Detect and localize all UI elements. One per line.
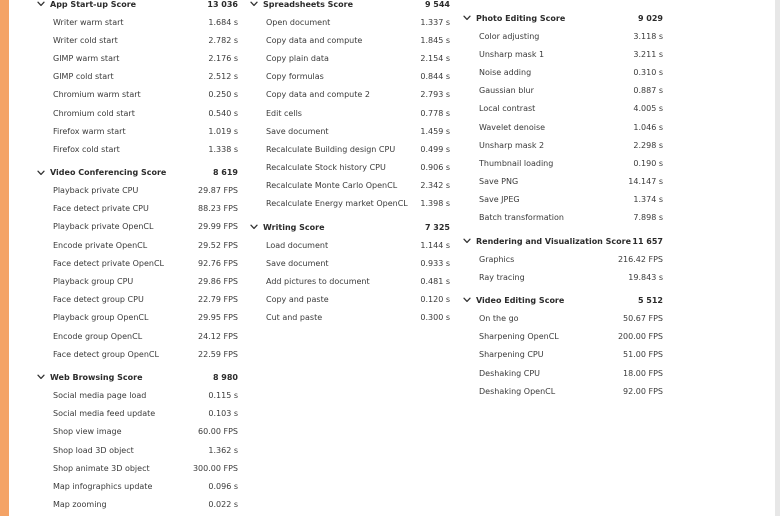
results-column-2 xyxy=(250,0,450,332)
result-row xyxy=(37,386,238,404)
result-value: 2.782 s xyxy=(208,35,238,45)
score-group-writing-score xyxy=(250,218,450,327)
result-label: Save document xyxy=(266,126,329,136)
result-row xyxy=(37,345,238,363)
result-label: Playback private CPU xyxy=(53,186,139,196)
result-label: Ray tracing xyxy=(479,272,525,282)
result-value: 0.120 s xyxy=(420,295,450,305)
result-row xyxy=(250,68,450,86)
result-row xyxy=(37,236,238,254)
result-row xyxy=(37,309,238,327)
result-row xyxy=(37,122,238,140)
result-label: Firefox warm start xyxy=(53,126,126,136)
result-label: Unsharp mask 2 xyxy=(479,140,545,150)
result-row xyxy=(463,82,663,100)
result-value: 60.00 FPS xyxy=(198,427,238,437)
result-value: 3.118 s xyxy=(633,31,663,41)
result-label: Map infographics update xyxy=(53,481,153,491)
result-value: 0.310 s xyxy=(633,67,663,77)
score-group-spreadsheets-score xyxy=(250,0,450,213)
score-group-rendering-and-visualization-score xyxy=(463,232,663,286)
group-header-toggle[interactable] xyxy=(250,0,450,13)
result-value: 19.843 s xyxy=(628,272,663,282)
result-value: 2.298 s xyxy=(633,140,663,150)
group-header-toggle[interactable] xyxy=(463,9,663,27)
result-label: Face detect group OpenCL xyxy=(53,349,159,359)
result-row xyxy=(250,159,450,177)
result-label: Playback group CPU xyxy=(53,277,134,287)
group-header-toggle[interactable] xyxy=(463,291,663,309)
result-row xyxy=(250,140,450,158)
result-value: 22.59 FPS xyxy=(198,349,238,359)
result-value: 0.933 s xyxy=(420,258,450,268)
score-group-app-start-up-score xyxy=(37,0,238,159)
result-label: Chromium warm start xyxy=(53,90,141,100)
result-row xyxy=(37,31,238,49)
result-label: Writer cold start xyxy=(53,35,118,45)
group-score: 9 029 xyxy=(637,13,663,23)
chevron-down-icon[interactable] xyxy=(463,297,476,303)
result-row xyxy=(463,27,663,45)
group-title: Web Browsing Score xyxy=(50,372,143,382)
result-label: Save JPEG xyxy=(479,195,520,205)
result-value: 1.019 s xyxy=(208,126,238,136)
result-value: 18.00 FPS xyxy=(623,368,663,378)
result-row xyxy=(463,154,663,172)
result-label: Gaussian blur xyxy=(479,86,534,96)
result-label: Copy formulas xyxy=(266,72,324,82)
result-row xyxy=(37,459,238,477)
result-value: 22.79 FPS xyxy=(198,295,238,305)
result-value: 0.778 s xyxy=(420,108,450,118)
chevron-down-icon[interactable] xyxy=(37,170,50,176)
result-row xyxy=(250,49,450,67)
result-value: 1.144 s xyxy=(420,240,450,250)
result-row xyxy=(37,182,238,200)
accent-bar xyxy=(0,0,9,516)
result-label: Save document xyxy=(266,258,329,268)
result-value: 1.374 s xyxy=(633,195,663,205)
result-label: Encode group OpenCL xyxy=(53,331,143,341)
result-label: Add pictures to document xyxy=(266,277,370,287)
result-row xyxy=(250,254,450,272)
group-header-left xyxy=(37,168,166,177)
result-label: Graphics xyxy=(479,254,515,264)
result-label: Cut and paste xyxy=(266,313,323,323)
group-score: 8 619 xyxy=(212,168,238,177)
score-group-web-browsing-score xyxy=(37,368,238,513)
group-header-left xyxy=(37,0,136,9)
result-label: Copy data and compute 2 xyxy=(266,90,370,100)
result-row xyxy=(463,100,663,118)
result-value: 29.86 FPS xyxy=(198,277,238,287)
result-label: Recalculate Building design CPU xyxy=(266,144,396,154)
result-row xyxy=(250,122,450,140)
result-row xyxy=(37,104,238,122)
result-label: Unsharp mask 1 xyxy=(479,49,545,59)
result-value: 0.190 s xyxy=(633,158,663,168)
chevron-down-icon[interactable] xyxy=(37,374,50,380)
result-value: 1.684 s xyxy=(208,17,238,27)
result-value: 216.42 FPS xyxy=(617,254,663,264)
result-row xyxy=(463,364,663,382)
group-title: App Start-up Score xyxy=(50,0,137,9)
group-title: Photo Editing Score xyxy=(476,13,566,23)
result-value: 1.459 s xyxy=(420,126,450,136)
result-row xyxy=(250,104,450,122)
result-value: 0.115 s xyxy=(208,390,238,400)
chevron-down-icon[interactable] xyxy=(463,238,476,244)
result-label: Recalculate Energy market OpenCL xyxy=(266,199,408,209)
result-row xyxy=(37,291,238,309)
scrollbar[interactable] xyxy=(775,0,780,516)
chevron-down-icon[interactable] xyxy=(250,1,263,7)
result-value: 1.046 s xyxy=(633,122,663,132)
result-row xyxy=(463,173,663,191)
group-score: 8 980 xyxy=(212,372,238,382)
result-row xyxy=(250,195,450,213)
result-row xyxy=(250,309,450,327)
result-row xyxy=(37,327,238,345)
group-title: Video Editing Score xyxy=(476,295,565,305)
group-header-toggle[interactable] xyxy=(37,0,238,13)
result-row xyxy=(250,13,450,31)
result-label: On the go xyxy=(479,314,519,324)
result-row xyxy=(37,405,238,423)
result-value: 0.300 s xyxy=(420,313,450,323)
result-value: 1.337 s xyxy=(420,17,450,27)
result-value: 1.845 s xyxy=(420,35,450,45)
result-label: Local contrast xyxy=(479,104,536,114)
group-title: Rendering and Visualization Score xyxy=(476,236,632,246)
result-label: Recalculate Monte Carlo OpenCL xyxy=(266,181,398,191)
result-row xyxy=(37,254,238,272)
group-score: 13 036 xyxy=(207,0,238,9)
group-header-toggle[interactable] xyxy=(37,368,238,386)
result-row xyxy=(463,191,663,209)
group-header-left xyxy=(463,14,565,23)
result-row xyxy=(37,272,238,290)
result-value: 2.342 s xyxy=(420,181,450,191)
result-label: Face detect group CPU xyxy=(53,295,144,305)
score-group-video-editing-score xyxy=(463,291,663,400)
result-label: Social media page load xyxy=(53,390,147,400)
group-score: 9 544 xyxy=(424,0,450,9)
chevron-down-icon[interactable] xyxy=(250,224,263,230)
group-header-left xyxy=(463,237,631,246)
result-row xyxy=(463,250,663,268)
group-score: 5 512 xyxy=(637,295,663,305)
result-row xyxy=(250,86,450,104)
chevron-down-icon[interactable] xyxy=(37,1,50,7)
result-value: 29.52 FPS xyxy=(198,240,238,250)
result-label: Playback group OpenCL xyxy=(53,313,149,323)
result-row xyxy=(37,86,238,104)
result-value: 2.793 s xyxy=(420,90,450,100)
result-label: Recalculate Stock history CPU xyxy=(266,163,386,173)
result-value: 2.176 s xyxy=(208,53,238,63)
result-label: Map zooming xyxy=(53,500,107,510)
result-label: Playback private OpenCL xyxy=(53,222,154,232)
result-value: 0.499 s xyxy=(420,144,450,154)
result-value: 0.096 s xyxy=(208,481,238,491)
result-value: 1.362 s xyxy=(208,445,238,455)
result-value: 29.87 FPS xyxy=(198,186,238,196)
group-header-left xyxy=(250,223,325,232)
result-label: Social media feed update xyxy=(53,409,156,419)
result-value: 88.23 FPS xyxy=(198,204,238,214)
result-value: 0.250 s xyxy=(208,90,238,100)
result-row xyxy=(250,236,450,254)
result-value: 2.154 s xyxy=(420,53,450,63)
group-title: Writing Score xyxy=(263,222,325,232)
result-value: 0.103 s xyxy=(208,409,238,419)
result-label: Thumbnail loading xyxy=(479,158,554,168)
result-label: Shop view image xyxy=(53,427,122,437)
results-column-3 xyxy=(463,9,663,405)
result-row xyxy=(250,177,450,195)
result-row xyxy=(37,477,238,495)
result-row xyxy=(250,272,450,290)
result-label: Deshaking OpenCL xyxy=(479,386,556,396)
result-label: Noise adding xyxy=(479,67,532,77)
result-label: Shop load 3D object xyxy=(53,445,134,455)
result-label: Copy plain data xyxy=(266,53,329,63)
group-header-left xyxy=(250,0,353,9)
result-value: 0.887 s xyxy=(633,86,663,96)
result-label: GIMP warm start xyxy=(53,53,120,63)
result-row xyxy=(37,496,238,514)
score-group-video-conferencing-score xyxy=(37,164,238,364)
result-value: 14.147 s xyxy=(628,177,663,187)
result-value: 29.95 FPS xyxy=(198,313,238,323)
group-score: 11 657 xyxy=(632,236,663,246)
result-row xyxy=(37,68,238,86)
result-value: 0.906 s xyxy=(420,163,450,173)
result-label: Load document xyxy=(266,240,329,250)
result-label: Firefox cold start xyxy=(53,144,120,154)
result-row xyxy=(37,423,238,441)
result-row xyxy=(37,49,238,67)
result-value: 0.540 s xyxy=(208,108,238,118)
group-title: Spreadsheets Score xyxy=(263,0,354,9)
result-label: Copy data and compute xyxy=(266,35,363,45)
group-header-left xyxy=(37,373,143,382)
result-label: Writer warm start xyxy=(53,17,124,27)
result-value: 200.00 FPS xyxy=(617,332,663,342)
result-label: Color adjusting xyxy=(479,31,540,41)
result-row xyxy=(37,140,238,158)
result-label: GIMP cold start xyxy=(53,72,114,82)
group-header-toggle[interactable] xyxy=(37,164,238,182)
result-row xyxy=(37,200,238,218)
group-title: Video Conferencing Score xyxy=(50,168,167,177)
result-value: 3.211 s xyxy=(633,49,663,59)
result-value: 0.481 s xyxy=(420,277,450,287)
result-row xyxy=(37,13,238,31)
result-row xyxy=(463,328,663,346)
result-label: Sharpening CPU xyxy=(479,350,544,360)
result-label: Edit cells xyxy=(266,108,302,118)
result-value: 92.76 FPS xyxy=(198,258,238,268)
result-value: 4.005 s xyxy=(633,104,663,114)
result-value: 7.898 s xyxy=(633,213,663,223)
result-row xyxy=(463,136,663,154)
result-row xyxy=(463,382,663,400)
group-header-toggle[interactable] xyxy=(463,232,663,250)
result-value: 2.512 s xyxy=(208,72,238,82)
result-row xyxy=(37,218,238,236)
results-column-1 xyxy=(37,0,238,519)
result-row xyxy=(463,209,663,227)
result-row xyxy=(463,268,663,286)
group-score: 7 325 xyxy=(424,222,450,232)
result-label: Shop animate 3D object xyxy=(53,463,150,473)
result-row xyxy=(463,45,663,63)
result-label: Chromium cold start xyxy=(53,108,135,118)
result-row xyxy=(463,63,663,81)
result-value: 50.67 FPS xyxy=(623,314,663,324)
result-label: Batch transformation xyxy=(479,213,564,223)
result-value: 51.00 FPS xyxy=(623,350,663,360)
chevron-down-icon[interactable] xyxy=(463,15,476,21)
result-label: Sharpening OpenCL xyxy=(479,332,559,342)
result-value: 29.99 FPS xyxy=(198,222,238,232)
result-label: Save PNG xyxy=(479,177,519,187)
result-value: 1.398 s xyxy=(420,199,450,209)
score-group-photo-editing-score xyxy=(463,9,663,227)
result-row xyxy=(250,31,450,49)
result-row xyxy=(463,346,663,364)
result-label: Wavelet denoise xyxy=(479,122,546,132)
result-value: 300.00 FPS xyxy=(192,463,238,473)
result-label: Face detect private OpenCL xyxy=(53,258,165,268)
result-value: 0.844 s xyxy=(420,72,450,82)
result-row xyxy=(463,118,663,136)
result-label: Copy and paste xyxy=(266,295,329,305)
group-header-toggle[interactable] xyxy=(250,218,450,236)
result-row xyxy=(250,291,450,309)
result-row xyxy=(463,309,663,327)
result-label: Open document xyxy=(266,17,331,27)
result-label: Face detect private CPU xyxy=(53,204,149,214)
result-label: Deshaking CPU xyxy=(479,368,541,378)
result-value: 92.00 FPS xyxy=(623,386,663,396)
result-row xyxy=(37,441,238,459)
result-value: 1.338 s xyxy=(208,144,238,154)
result-label: Encode private OpenCL xyxy=(53,240,148,250)
group-header-left xyxy=(463,296,564,305)
result-value: 0.022 s xyxy=(208,500,238,510)
result-value: 24.12 FPS xyxy=(198,331,238,341)
